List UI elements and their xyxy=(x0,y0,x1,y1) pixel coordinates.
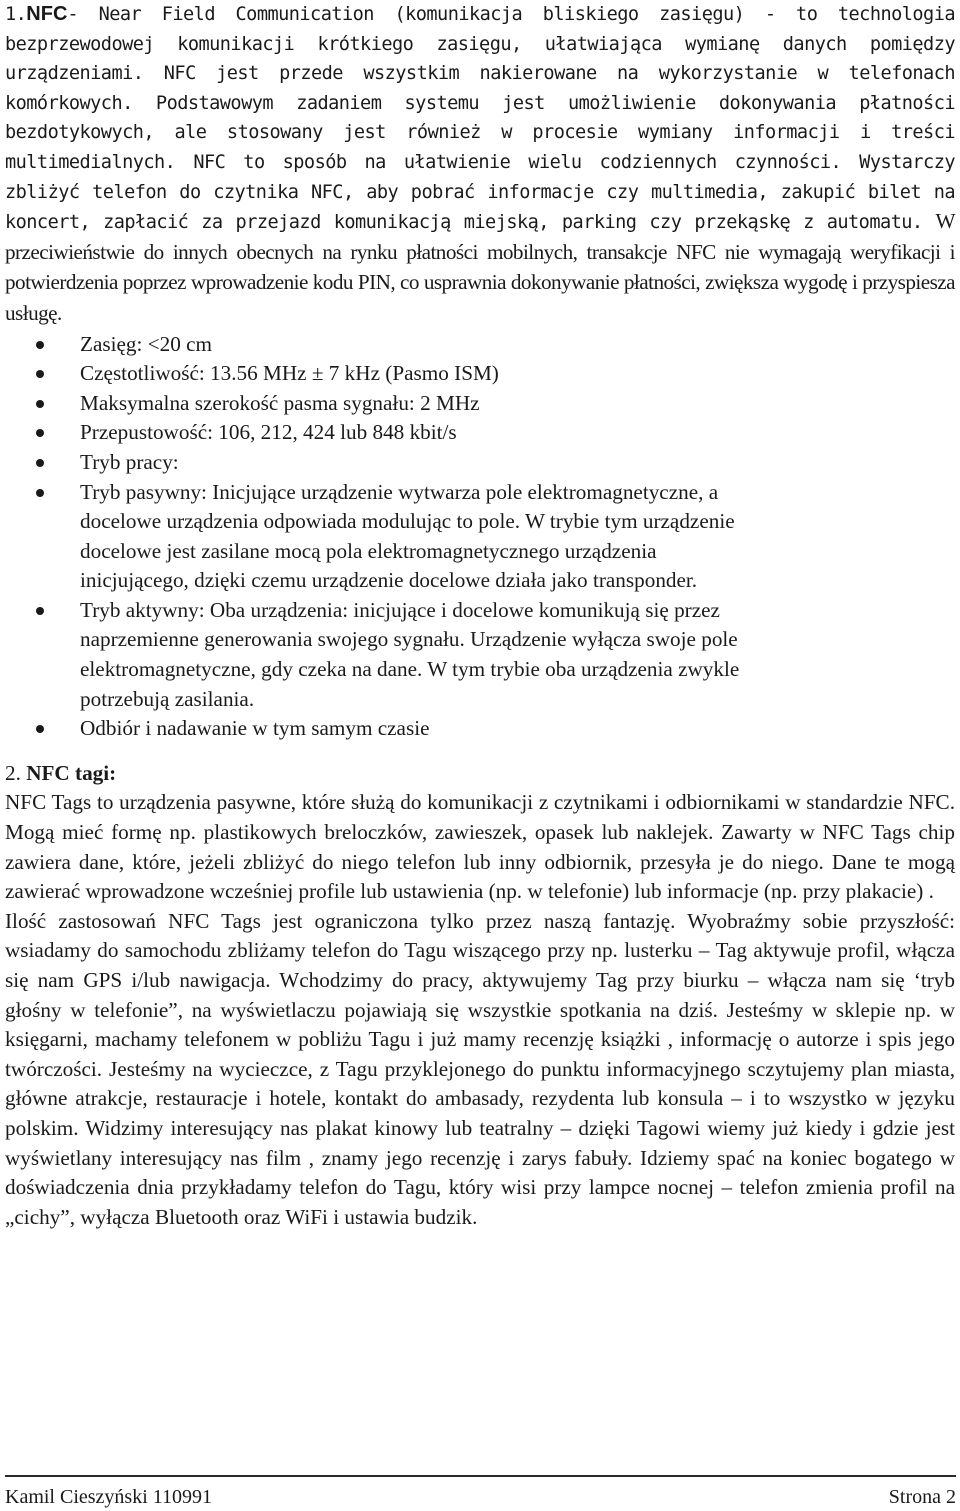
section2-paragraph-1: NFC Tags to urządzenia pasywne, które służą do komunikacji z czytnikami i odbiornikami w standardzie NFC. Mogą mieć formę np. plastikowych breloczków, zawieszek, opasek lub naklejek. Zawarty w NFC Tags chip zawiera dane, które, jeżeli zbliżyć do niego telefon lub inny odbiornik, przesyła je do niego. Dane te mogą zawierać wprowadzone wcześniej profile lub ustawienia (np. w telefonie) lub informacje (np. przy plakacie) . xyxy=(5,790,955,904)
list-item: Tryb pasywny: Inicjujące urządzenie wytwarza pole elektromagnetyczne, a docelowe urządzenia odpowiada modulując to pole. W trybie tym urządzenie docelowe jest zasilane mocą pola elektromagnetycznego urządzenia inicjującego, dzięki czemu urządzenie docelowe działa jako transponder. xyxy=(5,478,955,596)
section1-heading: NFC xyxy=(26,3,68,25)
footer-divider xyxy=(5,1475,956,1477)
section2-title xyxy=(5,759,955,789)
document-page xyxy=(5,0,955,1232)
section1-intro-text: - Near Field Communication (komunikacja bliskiego zasięgu) - to technologia bezprzewodowej komunikacji krótkiego zasięgu, ułatwiająca wymianę danych pomiędzy urządzeniami. NFC jest przede wszystkim nakierowane na wykorzystanie w telefonach komórkowych. Podstawowym zadaniem systemu jest umożliwienie dokonywania płatności bezdotykowych, ale stosowany jest również w procesie wymiany informacji i treści multimedialnych. NFC to sposób na ułatwienie wielu codziennych czynności. Wystarczy zbliżyć telefon do czytnika NFC, aby pobrać informacje czy multimedia, zakupić bilet na koncert, zapłacić za przejazd komunikacją miejską, parking czy przekąskę z automatu. xyxy=(5,4,955,234)
page-footer xyxy=(5,1485,956,1509)
list-item: Przepustowość: 106, 212, 424 lub 848 kbit/s xyxy=(5,418,955,448)
footer-page-number: Strona 2 xyxy=(888,1486,956,1508)
list-item: Tryb pracy: xyxy=(5,448,955,478)
section1-intro-continued: W przeciwieństwie do innych obecnych na rynku płatności mobilnych, transakcje NFC nie wymagają weryfikacji i potwierdzenia poprzez wprowadzenie kodu PIN, co usprawnia dokonywanie płatności, zwiększa wygodę i przyspiesza usługę. xyxy=(5,209,955,325)
section1-number: 1. xyxy=(5,4,27,25)
section1-intro xyxy=(5,0,955,330)
list-item: Maksymalna szerokość pasma sygnału: 2 MHz xyxy=(5,389,955,419)
list-item: Odbiór i nadawanie w tym samym czasie xyxy=(5,714,955,744)
nfc-spec-list xyxy=(5,330,955,744)
list-item: Zasięg: <20 cm xyxy=(5,330,955,360)
section2-paragraph-2: Ilość zastosowań NFC Tags jest ograniczona tylko przez naszą fantazję. Wyobraźmy sobie przyszłość: wsiadamy do samochodu zbliżamy telefon do Tagu wiszącego przy np. lusterku – Tag aktywuje profil, włącza się nam GPS i/lub nawigacja. Wchodzimy do pracy, aktywujemy Tag przy biurku – włącza nam się ‘tryb głośny w telefonie”, na wyświetlaczu pojawiają się wszystkie spotkania na dziś. Jesteśmy w sklepie np. w księgarni, machamy telefonem w pobliżu Tagu i już mamy recenzję książki , informację o autorze i spis jego twórczości. Jesteśmy na wycieczce, z Tagu przyklejonego do punktu informacyjnego sczytujemy plan miasta, główne atrakcje, restauracje i hotele, kontakt do ambasady, rezydenta lub konsula – i to wszystko w języku polskim. Widzimy interesujący nas plakat kinowy lub teatralny – dzięki Tagowi wiemy już kiedy i gdzie jest wyświetlany interesujący nas film , znamy jego recenzję i zarys fabuły. Idziemy spać na koniec bogatego w doświadczenia dnia przykładamy telefon do Tagu, który wisi przy lampce nocnej – telefon zmienia profil na „cichy”, wyłącza Bluetooth oraz WiFi i ustawia budzik. xyxy=(5,908,955,1229)
section2-heading: NFC tagi: xyxy=(26,760,117,785)
list-item: Częstotliwość: 13.56 MHz ± 7 kHz (Pasmo ISM) xyxy=(5,359,955,389)
section2-number: 2. xyxy=(5,760,21,785)
footer-author: Kamil Cieszyński 110991 xyxy=(5,1486,213,1508)
list-item: Tryb aktywny: Oba urządzenia: inicjujące i docelowe komunikują się przez naprzemienne generowania swojego sygnału. Urządzenie wyłącza swoje pole elektromagnetyczne, gdy czeka na dane. W tym trybie oba urządzenia zwykle potrzebują zasilania. xyxy=(5,596,955,714)
